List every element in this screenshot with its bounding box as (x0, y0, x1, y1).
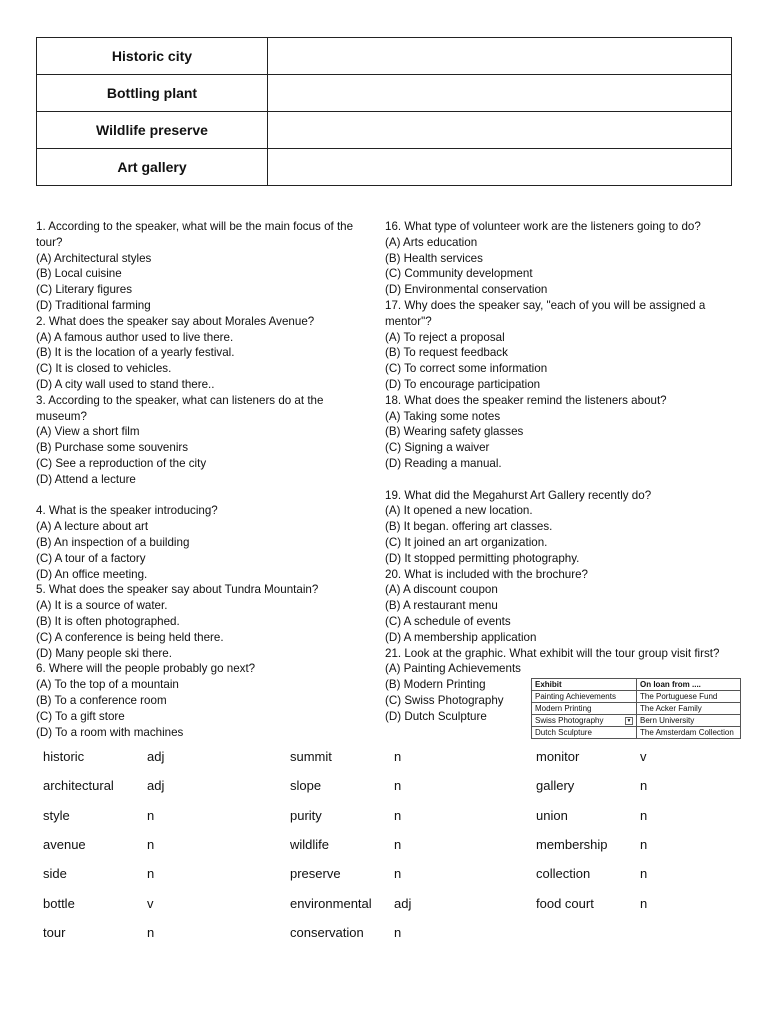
header-exhibit: Exhibit (532, 679, 637, 691)
questions-left-column (36, 219, 374, 740)
exhibit-table (531, 678, 741, 739)
option-c: (C) Signing a waiver (385, 441, 490, 455)
answer-cell[interactable] (268, 112, 732, 149)
vocab-pos: n (394, 778, 402, 793)
vocab-word: purity (290, 808, 322, 823)
exhibit-row (532, 691, 741, 703)
row-label: Historic city (37, 38, 268, 75)
exhibit-lender: The Acker Family (637, 703, 741, 715)
option-d: (D) It stopped permitting photography. (385, 551, 580, 565)
option-d: (D) Reading a manual. (385, 456, 502, 470)
question-1 (36, 219, 374, 314)
vocab-word: avenue (43, 837, 86, 852)
matching-row (37, 38, 732, 75)
vocab-word: style (43, 808, 70, 823)
option-a: (A) Painting Achievements (385, 662, 521, 676)
option-b: (B) A restaurant menu (385, 599, 498, 613)
option-b: (B) To a conference room (36, 693, 167, 707)
option-a: (A) Taking some notes (385, 409, 501, 423)
exhibit-lender: Bern University (637, 715, 741, 727)
vocab-row (43, 925, 743, 945)
question-16 (385, 219, 730, 298)
vocab-row (43, 749, 743, 769)
vocab-word: summit (290, 749, 332, 764)
question-stem: 19. What did the Megahurst Art Gallery recently do? (385, 488, 652, 502)
option-a: (A) It opened a new location. (385, 504, 533, 518)
vocab-pos: n (394, 837, 402, 852)
option-d: (D) An office meeting. (36, 567, 148, 581)
vocab-pos: n (640, 866, 648, 881)
header-on-loan: On loan from .... (637, 679, 741, 691)
questions-right-column (385, 219, 730, 725)
vocab-pos: n (394, 866, 402, 881)
option-c: (C) It is closed to vehicles. (36, 362, 172, 376)
option-d: (D) A membership application (385, 630, 537, 644)
question-stem: 2. What does the speaker say about Morales Avenue? (36, 314, 315, 328)
exhibit-name: Dutch Sculpture (532, 727, 637, 739)
vocab-pos: adj (147, 749, 165, 764)
option-b: (B) To request feedback (385, 346, 508, 360)
question-stem: 18. What does the speaker remind the listeners about? (385, 393, 667, 407)
question-19 (385, 488, 730, 567)
option-b: (B) It is often photographed. (36, 614, 180, 628)
option-d: (D) Traditional farming (36, 298, 151, 312)
question-2 (36, 314, 374, 393)
option-a: (A) To reject a proposal (385, 330, 505, 344)
vocab-word: tour (43, 925, 66, 940)
row-label: Art gallery (37, 149, 268, 186)
option-a: (A) To the top of a mountain (36, 678, 179, 692)
vocab-row (43, 837, 743, 857)
vocab-word: preserve (290, 866, 341, 881)
matching-table (36, 37, 732, 186)
vocab-word: gallery (536, 778, 575, 793)
option-b: (B) Modern Printing (385, 678, 486, 692)
vocab-pos: n (640, 837, 648, 852)
option-c: (C) Swiss Photography (385, 693, 504, 707)
option-b: (B) Health services (385, 251, 483, 265)
question-stem: 4. What is the speaker introducing? (36, 504, 218, 518)
option-c: (C) Community development (385, 267, 533, 281)
exhibit-name-cell (532, 715, 637, 727)
vocab-word: food court (536, 896, 594, 911)
vocab-row (43, 866, 743, 886)
vocab-pos: adj (394, 896, 412, 911)
question-stem: 5. What does the speaker say about Tundra Mountain? (36, 583, 319, 597)
option-d: (D) To encourage participation (385, 377, 541, 391)
exhibit-lender: The Portuguese Fund (637, 691, 741, 703)
vocab-word: slope (290, 778, 322, 793)
vocab-word: environmental (290, 896, 372, 911)
vocab-pos: n (394, 925, 402, 940)
vocab-pos: n (640, 896, 648, 911)
matching-row (37, 149, 732, 186)
exhibit-row (532, 727, 741, 739)
option-d: (D) To a room with machines (36, 725, 184, 739)
vocab-pos: n (640, 808, 648, 823)
option-c: (C) To a gift store (36, 709, 125, 723)
option-a: (A) A lecture about art (36, 520, 149, 534)
dropdown-arrow-icon: ▼ (626, 718, 632, 724)
exhibit-name: Painting Achievements (532, 691, 637, 703)
option-d: (D) Environmental conservation (385, 283, 548, 297)
vocab-word: wildlife (290, 837, 330, 852)
question-stem: 17. Why does the speaker say, "each of you will be assigned a mentor"? (385, 298, 706, 328)
question-3 (36, 393, 374, 488)
option-c: (C) See a reproduction of the city (36, 456, 207, 470)
vocab-word: conservation (290, 925, 364, 940)
exhibit-table-header (532, 679, 741, 691)
vocab-word: monitor (536, 749, 580, 764)
option-c: (C) It joined an art organization. (385, 535, 548, 549)
option-b: (B) An inspection of a building (36, 535, 190, 549)
question-5 (36, 582, 374, 661)
vocab-word: side (43, 866, 67, 881)
option-b: (B) Wearing safety glasses (385, 425, 524, 439)
option-c: (C) To correct some information (385, 362, 548, 376)
option-c: (C) A conference is being held there. (36, 630, 224, 644)
option-a: (A) A famous author used to live there. (36, 330, 234, 344)
option-b: (B) Local cuisine (36, 267, 122, 281)
vocab-pos: v (147, 896, 154, 911)
vocab-word: membership (536, 837, 608, 852)
answer-cell[interactable] (268, 75, 732, 112)
vocab-word: historic (43, 749, 85, 764)
option-a: (A) View a short film (36, 425, 140, 439)
row-label: Bottling plant (37, 75, 268, 112)
vocab-row (43, 896, 743, 916)
question-6 (36, 661, 374, 740)
question-18 (385, 393, 730, 472)
option-a: (A) Architectural styles (36, 251, 152, 265)
row-label: Wildlife preserve (37, 112, 268, 149)
answer-cell[interactable] (268, 38, 732, 75)
option-b: (B) Purchase some souvenirs (36, 441, 189, 455)
exhibit-lender: The Amsterdam Collection (637, 727, 741, 739)
option-b: (B) It began. offering art classes. (385, 520, 553, 534)
option-b: (B) It is the location of a yearly festival. (36, 346, 235, 360)
vocab-word: collection (536, 866, 591, 881)
question-stem: 3. According to the speaker, what can listeners do at the museum? (36, 393, 324, 423)
vocab-word: union (536, 808, 568, 823)
exhibit-name: Swiss Photography (535, 716, 604, 725)
option-d: (D) Many people ski there. (36, 646, 172, 660)
option-d: (D) Dutch Sculpture (385, 709, 487, 723)
question-stem: 21. Look at the graphic. What exhibit will the tour group visit first? (385, 646, 720, 660)
question-stem: 6. Where will the people probably go next? (36, 662, 256, 676)
matching-row (37, 112, 732, 149)
vocab-pos: adj (147, 778, 165, 793)
vocab-row (43, 778, 743, 798)
option-d: (D) Attend a lecture (36, 472, 136, 486)
exhibit-row (532, 703, 741, 715)
vocab-pos: n (147, 925, 155, 940)
vocab-pos: v (640, 749, 647, 764)
vocab-pos: n (394, 808, 402, 823)
question-stem: 16. What type of volunteer work are the listeners going to do? (385, 220, 701, 233)
vocab-pos: n (394, 749, 402, 764)
vocab-pos: n (640, 778, 648, 793)
question-stem: 20. What is included with the brochure? (385, 567, 589, 581)
option-a: (A) A discount coupon (385, 583, 498, 597)
vocab-pos: n (147, 808, 155, 823)
vocab-pos: n (147, 866, 155, 881)
vocab-word: architectural (43, 778, 114, 793)
option-a: (A) Arts education (385, 235, 478, 249)
option-c: (C) A tour of a factory (36, 551, 146, 565)
exhibit-name: Modern Printing (532, 703, 637, 715)
option-c: (C) A schedule of events (385, 614, 511, 628)
question-17 (385, 298, 730, 393)
vocab-row (43, 808, 743, 828)
question-20 (385, 567, 730, 646)
question-stem: 1. According to the speaker, what will be the main focus of the tour? (36, 220, 354, 249)
question-4 (36, 503, 374, 582)
vocab-pos: n (147, 837, 155, 852)
vocab-word: bottle (43, 896, 75, 911)
option-c: (C) Literary figures (36, 283, 132, 297)
spacer (36, 488, 374, 504)
answer-cell[interactable] (268, 149, 732, 186)
option-d: (D) A city wall used to stand there.. (36, 377, 215, 391)
exhibit-row (532, 715, 741, 727)
spacer (385, 472, 730, 488)
matching-row (37, 75, 732, 112)
option-a: (A) It is a source of water. (36, 599, 168, 613)
